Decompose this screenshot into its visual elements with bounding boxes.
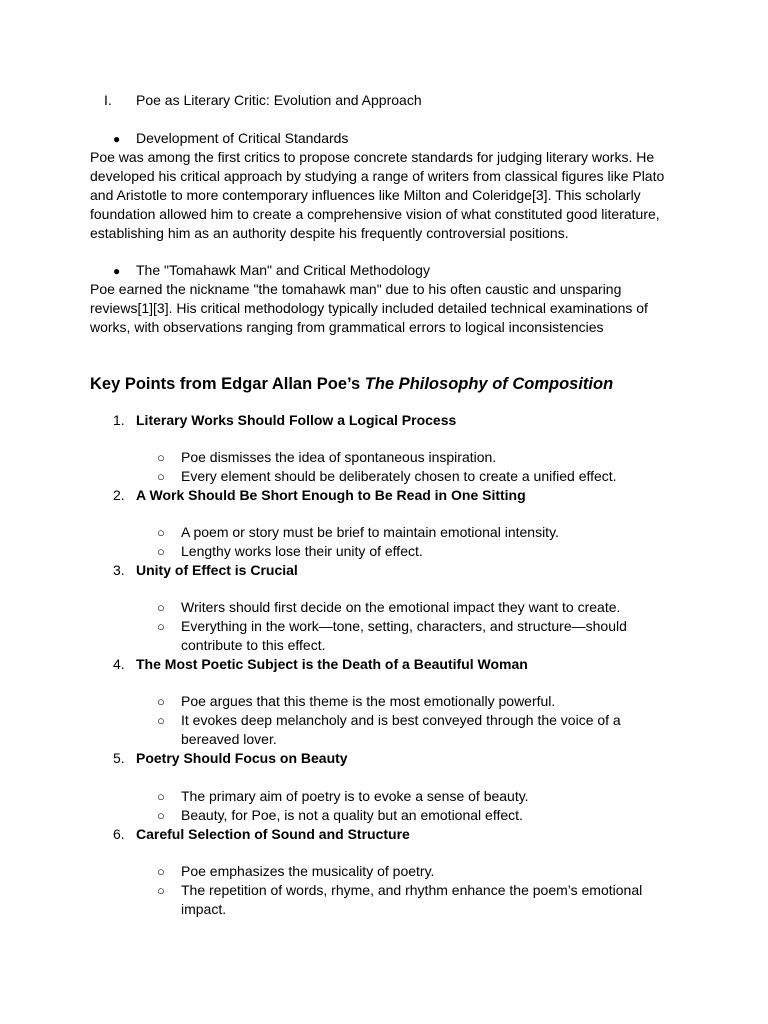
circle-bullet-icon: ○ (157, 469, 165, 484)
circle-bullet-icon: ○ (157, 713, 165, 728)
sub-point: Everything in the work—tone, setting, characters, and structure—should contribute to this effect. (181, 618, 627, 653)
circle-bullet-icon: ○ (157, 808, 165, 823)
key-points-heading (90, 373, 613, 395)
sub-point: The primary aim of poetry is to evoke a sense of beauty. (181, 788, 529, 804)
sub-point: Beauty, for Poe, is not a quality but an emotional effect. (181, 807, 523, 823)
item-number: 3. (113, 562, 125, 578)
section-numeral: I. (104, 92, 112, 108)
item-title: Careful Selection of Sound and Structure (136, 826, 410, 842)
item-title: A Work Should Be Short Enough to Be Read in One Sitting (136, 487, 526, 503)
item-title: Poetry Should Focus on Beauty (136, 750, 348, 766)
item-number: 4. (113, 656, 125, 672)
sub-point: Poe argues that this theme is the most emotionally powerful. (181, 693, 556, 709)
item-number: 2. (113, 487, 125, 503)
sub-point: Poe dismisses the idea of spontaneous inspiration. (181, 449, 497, 465)
sub-point: Writers should first decide on the emotional impact they want to create. (181, 599, 621, 615)
circle-bullet-icon: ○ (157, 883, 165, 898)
circle-bullet-icon: ○ (157, 525, 165, 540)
item-number: 1. (113, 412, 125, 428)
circle-bullet-icon: ○ (157, 450, 165, 465)
bullet-heading: Development of Critical Standards (136, 130, 349, 146)
item-number: 5. (113, 750, 125, 766)
circle-bullet-icon: ○ (157, 789, 165, 804)
item-number: 6. (113, 826, 125, 842)
circle-bullet-icon: ○ (157, 694, 165, 709)
paragraph: Poe was among the first critics to propose concrete standards for judging literary works. He developed his critical approach by studying a range of writers from classical figures like Plato and Aristotle to more contemporary influences like Milton and Coleridge[3]. This scholarly foundation allowed him to create a comprehensive vision of what constituted good literature, establishing him as an authority despite his frequently controversial positions. (90, 149, 665, 241)
heading-book-title: The Philosophy of Composition (364, 375, 614, 393)
bullet-heading: The "Tomahawk Man" and Critical Methodology (136, 262, 430, 278)
item-title: Unity of Effect is Crucial (136, 562, 298, 578)
circle-bullet-icon: ○ (157, 600, 165, 615)
sub-point: A poem or story must be brief to maintain emotional intensity. (181, 524, 559, 540)
sub-point: The repetition of words, rhyme, and rhythm enhance the poem’s emotional impact. (181, 882, 643, 917)
paragraph: Poe earned the nickname "the tomahawk man" due to his often caustic and unsparing reviews[1][3]. His critical methodology typically included detailed technical examinations of works, with observations ranging from grammatical errors to logical inconsistencies (90, 281, 648, 335)
circle-bullet-icon: ○ (157, 619, 165, 634)
section-title: Poe as Literary Critic: Evolution and Approach (136, 92, 422, 108)
bullet-icon: ● (113, 264, 121, 278)
sub-point: It evokes deep melancholy and is best conveyed through the voice of a bereaved lover. (181, 712, 621, 747)
item-title: Literary Works Should Follow a Logical Process (136, 412, 457, 428)
item-title: The Most Poetic Subject is the Death of a Beautiful Woman (136, 656, 528, 672)
bullet-icon: ● (113, 132, 121, 146)
circle-bullet-icon: ○ (157, 864, 165, 879)
sub-point: Every element should be deliberately chosen to create a unified effect. (181, 468, 617, 484)
heading-text: Key Points from Edgar Allan Poe’s (90, 375, 365, 393)
sub-point: Poe emphasizes the musicality of poetry. (181, 863, 435, 879)
circle-bullet-icon: ○ (157, 544, 165, 559)
sub-point: Lengthy works lose their unity of effect. (181, 543, 423, 559)
